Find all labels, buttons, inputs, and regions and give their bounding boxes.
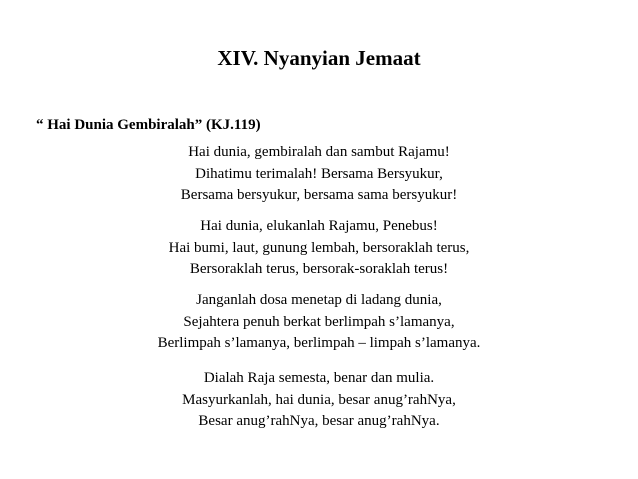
stanza-line: Bersama bersyukur, bersama sama bersyukur! — [180, 187, 458, 203]
stanza-line: Dihatimu terimalah! Bersama Bersyukur, — [195, 165, 443, 182]
slide-title: XIV. Nyanyian Jemaat — [217, 46, 421, 70]
stanza-line: Besar anug’rahNya, besar anug’rahNya. — [198, 413, 440, 429]
stanza-2 — [0, 216, 638, 281]
stanza-line: Berlimpah s’lamanya, berlimpah – limpah s’lamanya. — [157, 335, 481, 351]
stanza-line: Hai dunia, elukanlah Rajamu, Penebus! — [200, 218, 438, 234]
song-reference: “ Hai Dunia Gembiralah” (KJ.119) — [36, 117, 261, 133]
stanza-line: Hai dunia, gembiralah dan sambut Rajamu! — [188, 144, 450, 160]
stanza-4 — [0, 368, 638, 433]
stanza-line: Janganlah dosa menetap di ladang dunia, — [196, 292, 442, 308]
stanza-line: Hai bumi, laut, gunung lembah, bersoraklah terus, — [168, 239, 470, 256]
stanza-line: Sejahtera penuh berkat berlimpah s’lamanya, — [183, 313, 455, 330]
stanza-line: Dialah Raja semesta, benar dan mulia. — [203, 370, 435, 386]
stanza-3 — [0, 290, 638, 355]
stanza-line: Masyurkanlah, hai dunia, besar anug’rahNya, — [182, 391, 456, 408]
stanza-1 — [0, 142, 638, 207]
stanza-line: Bersoraklah terus, bersorak-soraklah terus! — [189, 261, 449, 277]
